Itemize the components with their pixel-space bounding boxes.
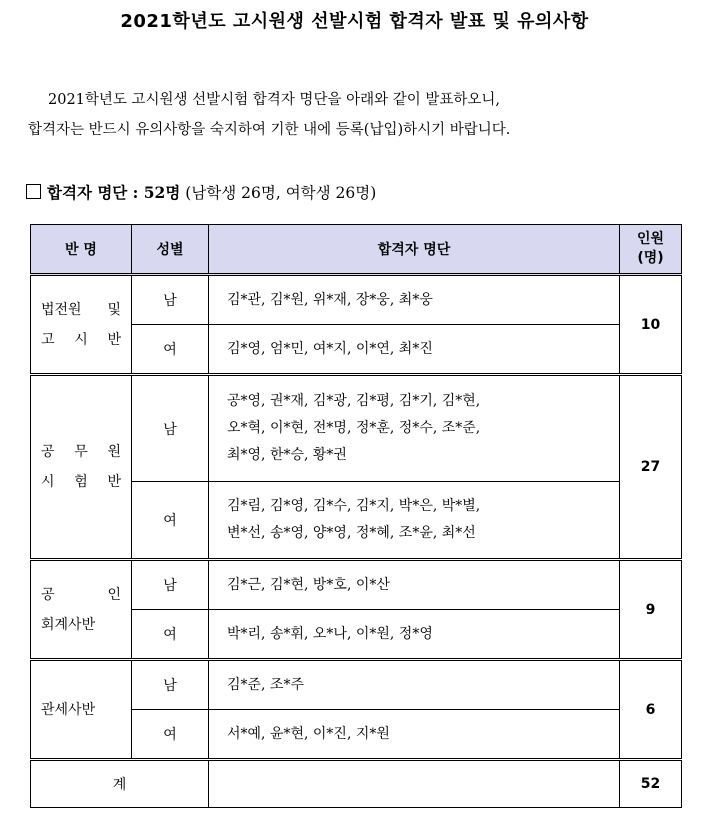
class-cell [31,375,132,560]
gender-cell: 남 [132,275,209,325]
names-line: 김*영, 엄*민, 여*지, 이*연, 최*진 [227,340,433,357]
gender-cell: 남 [132,560,209,610]
gender-cell: 여 [132,325,209,375]
names-line: 김*관, 김*원, 위*재, 장*웅, 최*웅 [227,291,433,308]
names-line: 공*영, 권*재, 김*광, 김*평, 김*기, 김*현, [227,393,481,409]
names-cell [209,610,620,660]
header-gender: 성별 [132,225,209,275]
table-row [31,375,682,482]
count-cell: 6 [620,660,682,760]
table-header-row [31,225,682,275]
names-line: 박*리, 송*휘, 오*나, 이*원, 정*영 [227,625,433,642]
gender-cell: 여 [132,610,209,660]
checkbox-square-icon [26,184,41,199]
total-row [31,760,682,808]
names-cell [209,482,620,560]
gender-cell: 여 [132,482,209,560]
class-name-line: 공 무 원 [41,444,121,460]
names-line: 김*준, 조*주 [227,676,304,693]
class-name-line: 고 시 반 [41,331,121,348]
class-cell [31,275,132,375]
names-line: 오*혁, 이*현, 전*명, 정*훈, 정*수, 조*준, [227,420,481,436]
names-line: 서*예, 윤*현, 이*진, 지*원 [227,725,390,742]
names-line: 최*영, 한*승, 황*권 [227,447,347,463]
class-name-line: 관세사반 [41,701,96,718]
page-title: 2021학년도 고시원생 선발시험 합격자 발표 및 유의사항 [120,11,589,32]
class-name-line: 법전원 및 [41,301,121,318]
section-heading [26,181,376,203]
class-name-line: 공 인 [41,586,121,603]
table-row [31,560,682,610]
gender-cell: 남 [132,660,209,710]
section-heading-detail: (남학생 26명, 여학생 26명) [185,184,377,202]
names-cell [209,325,620,375]
count-cell: 10 [620,275,682,375]
table-row [31,660,682,710]
names-cell [209,710,620,760]
names-line: 김*림, 김*영, 김*수, 김*지, 박*은, 박*별, [227,498,481,514]
names-cell [209,660,620,710]
count-cell: 9 [620,560,682,660]
intro-line-1: 2021학년도 고시원생 선발시험 합격자 명단을 아래와 같이 발표하오니, [48,92,500,108]
results-table [30,224,682,808]
total-names-empty [209,760,620,808]
class-cell [31,660,132,760]
gender-cell: 여 [132,710,209,760]
section-heading-main: 합격자 명단 : 52명 [47,183,181,202]
names-cell [209,275,620,325]
class-name-line: 회계사반 [41,616,96,633]
count-cell: 27 [620,375,682,560]
gender-cell: 남 [132,375,209,482]
class-cell [31,560,132,660]
names-cell [209,560,620,610]
intro-line-2: 합격자는 반드시 유의사항을 숙지하여 기한 내에 등록(납입)하시기 바랍니다. [28,122,511,138]
names-line: 김*근, 김*현, 방*호, 이*산 [227,576,390,593]
header-class: 반 명 [31,225,132,275]
class-name-line: 시 험 반 [41,474,121,490]
names-cell [209,375,620,482]
table-row [31,275,682,325]
total-label: 계 [31,760,209,808]
names-line: 변*선, 송*영, 양*영, 정*혜, 조*윤, 최*선 [227,525,476,541]
header-names: 합격자 명단 [209,225,620,275]
header-count: 인원 (명) [620,225,682,275]
total-count: 52 [620,760,682,808]
